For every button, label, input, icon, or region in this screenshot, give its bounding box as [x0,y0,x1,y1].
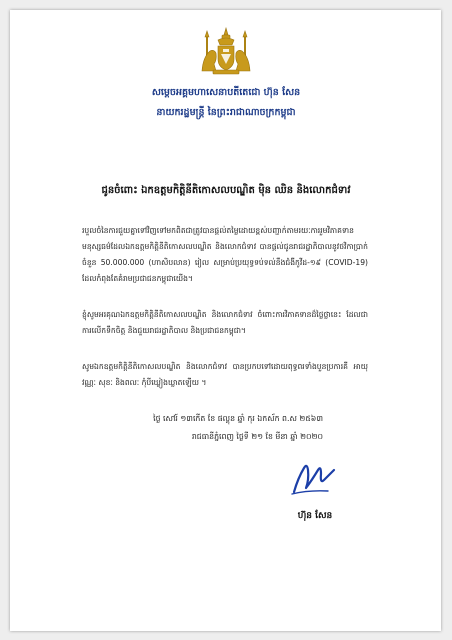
lunar-date: ថ្ងៃ សៅរ៍ ១៣កើត ខែ ផល្គុន ឆ្នាំ កុរ ឯកស័ក ព.ស ២៥៦៣ [153,414,323,423]
body-paragraph-1: របួលចំនៃការជួយគ្នាទៅវិញទៅមកពិតជាត្រូវបានផ្ដល់តម្លៃដោយខ្ពស់បញ្ជាក់តាមរយៈការរួមវិភាគទានមនុស្សធម៌ដែលឯកឧត្ដមកិត្តិនីតិកោសលបណ្ឌិត និងលោកជំទាវ បានផ្ដល់ជូនរាជរដ្ឋាភិបាលនូវថវិកាប្រាក់ចំនួន 50.000.000 (ហាសិបលាន) រៀល សម្រាប់ប្រយុទ្ធទប់ទល់នឹងជំងឺកូវីដ-១៩ (COVID-19) ដែលកំពុងតែគំរាមប្រជាជនកម្ពុជាយើង។ [82,226,368,283]
sender-position: នាយករដ្ឋមន្ត្រី នៃព្រះរាជាណាចក្រកម្ពុជា [156,107,296,118]
signer-name: ហ៊ុន សែន [297,511,333,521]
recipient-line: ជូនចំពោះ ឯកឧត្តមកិត្តិនីតិកោសលបណ្ឌិត ម៉ិន ឈិន និងលោកជំទាវ [101,185,351,196]
body-paragraph-2: ខ្ញុំសូមអរគុណឯកឧត្ដមកិត្តិនីតិកោសលបណ្ឌិត និងលោកជំទាវ ចំពោះការវិភាគទានដ៏ថ្លៃថ្លានេះ ដែលជាការលើកទឹកចិត្ត និងជួយរាជរដ្ឋាភិបាល និងប្រជាជនកម្ពុជា។ [82,310,368,335]
handwritten-signature [288,458,342,498]
letter-page [10,10,441,631]
sender-title: សម្ដេចអគ្គមហាសេនាបតីតេជោ ហ៊ុន សែន [151,87,301,98]
solar-date: រាជធានីភ្នំពេញ ថ្ងៃទី ២១ ខែ មីនា ឆ្នាំ ២០២០ [191,432,323,441]
body-paragraph-3: សូមឯកឧត្ដមកិត្តិនីតិកោសលបណ្ឌិត និងលោកជំទាវ បានប្រកបទៅដោយពុទ្ធពរទាំងបួនប្រការគឺ អាយុ វណ្ណៈ សុខៈ និងពលៈ កុំបីឃ្លៀងឃ្លាតឡើយ ។ [82,362,368,387]
royal-emblem-icon [199,27,253,75]
